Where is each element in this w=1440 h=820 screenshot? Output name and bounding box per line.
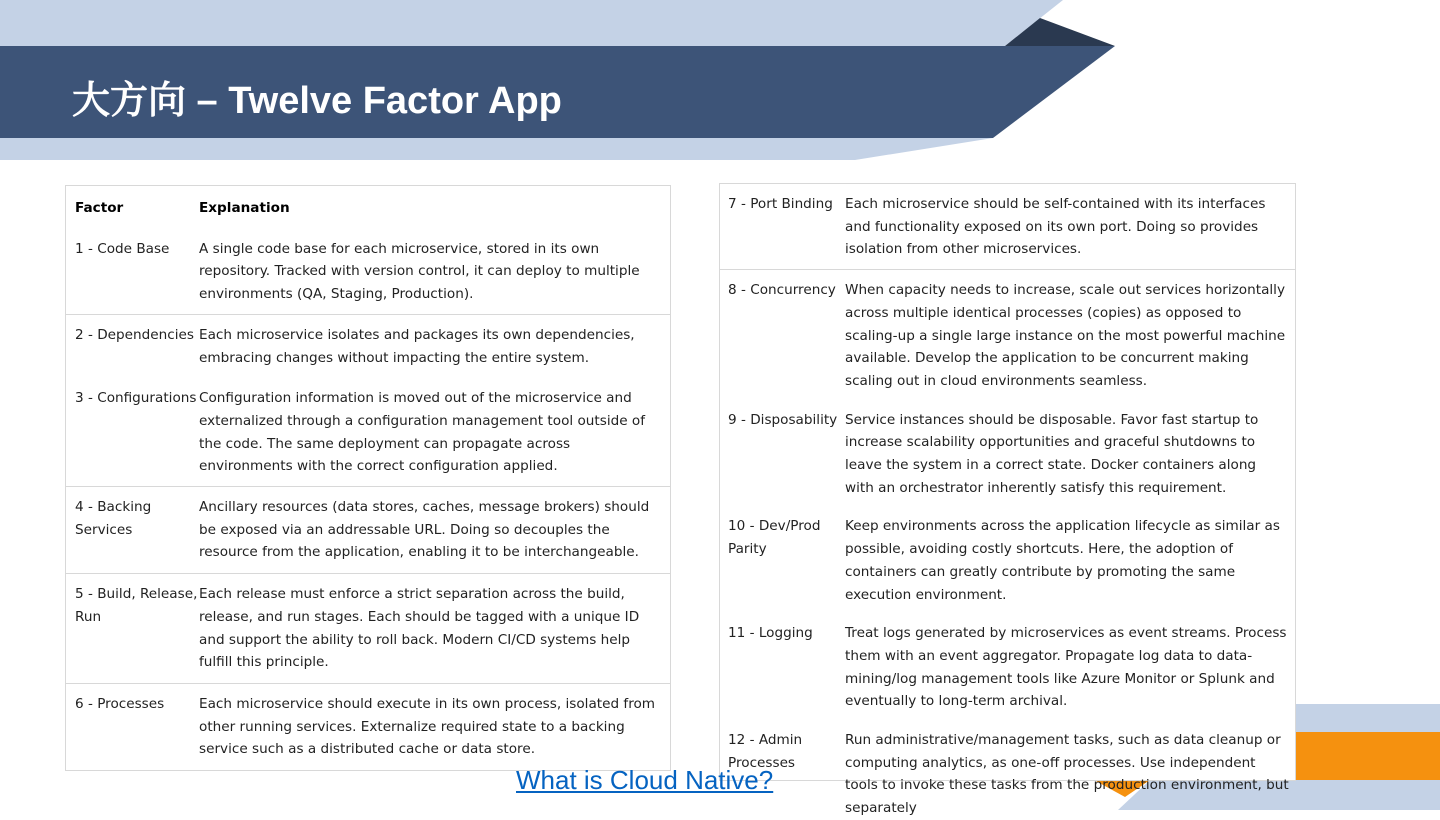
factor-name: 7 - Port Binding	[728, 196, 833, 212]
table-row	[66, 574, 670, 684]
factor-explanation: Each microservice isolates and packages its own dependencies, embracing changes without impacting the entire system.	[199, 314, 670, 369]
table-row	[66, 487, 670, 574]
what-is-cloud-native-link[interactable]: What is Cloud Native?	[516, 765, 774, 795]
slide-title: 大方向 – Twelve Factor App	[72, 80, 562, 122]
factor-name: 12 - Admin Processes	[728, 732, 803, 771]
table-header-row	[66, 186, 670, 220]
factor-explanation: Ancillary resources (data stores, caches, message brokers) should be exposed via an addressable URL. Doing so decouples the resource from the application, enabling it to be interchangeable.	[199, 487, 670, 574]
factor-name: 9 - Disposability	[728, 411, 838, 428]
factor-name: 11 - Logging	[728, 625, 813, 642]
factor-name: 3 - Configurations	[75, 390, 197, 407]
factor-name: 1 - Code Base	[75, 240, 170, 257]
table-row	[720, 606, 1295, 713]
factor-explanation: Service instances should be disposable. Favor fast startup to increase scalability opportunities and graceful shutdowns to leave the system in a correct state. Docker containers along with an orchestrator inherently satisfy this requirement.	[845, 411, 1259, 496]
factor-explanation: Treat logs generated by microservices as event streams. Process them with an event aggregator. Propagate log data to data-mining/log management tools like Azure Monitor or Splunk and eventually to long-term archival.	[845, 625, 1287, 710]
factor-name: 5 - Build, Release, Run	[66, 574, 199, 684]
table-row	[66, 220, 670, 315]
table-row	[720, 270, 1295, 393]
factor-name: 4 - Backing Services	[66, 487, 199, 574]
factor-explanation: Each microservice should execute in its own process, isolated from other running services. Externalize required state to a backing service such as a distributed cache or data store.	[199, 683, 670, 761]
factor-name: 6 - Processes	[66, 683, 199, 761]
table-row	[720, 713, 1295, 820]
factor-explanation: A single code base for each microservice, stored in its own repository. Tracked with version control, it can deploy to multiple environments (QA, Staging, Production).	[199, 240, 640, 303]
column-header-explanation: Explanation	[199, 200, 290, 216]
factor-explanation: Configuration information is moved out of the microservice and externalized through a configuration management tool outside of the code. The same deployment can propagate across environments with the correct configuration applied.	[199, 390, 646, 475]
factor-explanation: Each release must enforce a strict separation across the build, release, and run stages. Each should be tagged with a unique ID and support the ability to roll back. Modern CI/CD systems help fulfill this principle.	[199, 574, 670, 684]
factor-table-left	[65, 185, 671, 771]
table-row	[720, 184, 1295, 270]
factor-name: 2 - Dependencies	[66, 314, 199, 369]
table-row	[720, 499, 1295, 606]
column-header-factor: Factor	[75, 200, 124, 216]
lower-light-band	[0, 138, 993, 160]
factor-name: 10 - Dev/Prod Parity	[728, 518, 821, 558]
factor-explanation: Run administrative/management tasks, such as data cleanup or computing analytics, as one-off processes. Use independent tools to invoke these tasks from the production environment, but separately	[845, 732, 1289, 817]
table-row	[66, 369, 670, 486]
factor-explanation: Each microservice should be self-contained with its interfaces and functionality exposed on its own port. Doing so provides isolation from other microservices.	[845, 196, 1266, 258]
table-row	[66, 314, 670, 369]
top-light-band	[0, 0, 1063, 46]
corner-orange-block	[1294, 732, 1440, 780]
corner-light-block	[1294, 704, 1440, 732]
factor-name: 8 - Concurrency	[720, 270, 845, 393]
factor-explanation: Keep environments across the application lifecycle as similar as possible, avoiding costly shortcuts. Here, the adoption of containers can greatly contribute by promoting the same execution environment.	[845, 518, 1280, 603]
table-row	[720, 393, 1295, 500]
factor-explanation: When capacity needs to increase, scale out services horizontally across multiple identical processes (copies) as opposed to scaling-up a single large instance on the most powerful machine available. Develop the application to be concurrent making scaling out in cloud environments seamless.	[845, 270, 1295, 393]
table-row	[66, 683, 670, 761]
factor-table-right	[719, 183, 1296, 817]
factor-table	[66, 186, 670, 761]
factor-table	[720, 184, 1295, 820]
